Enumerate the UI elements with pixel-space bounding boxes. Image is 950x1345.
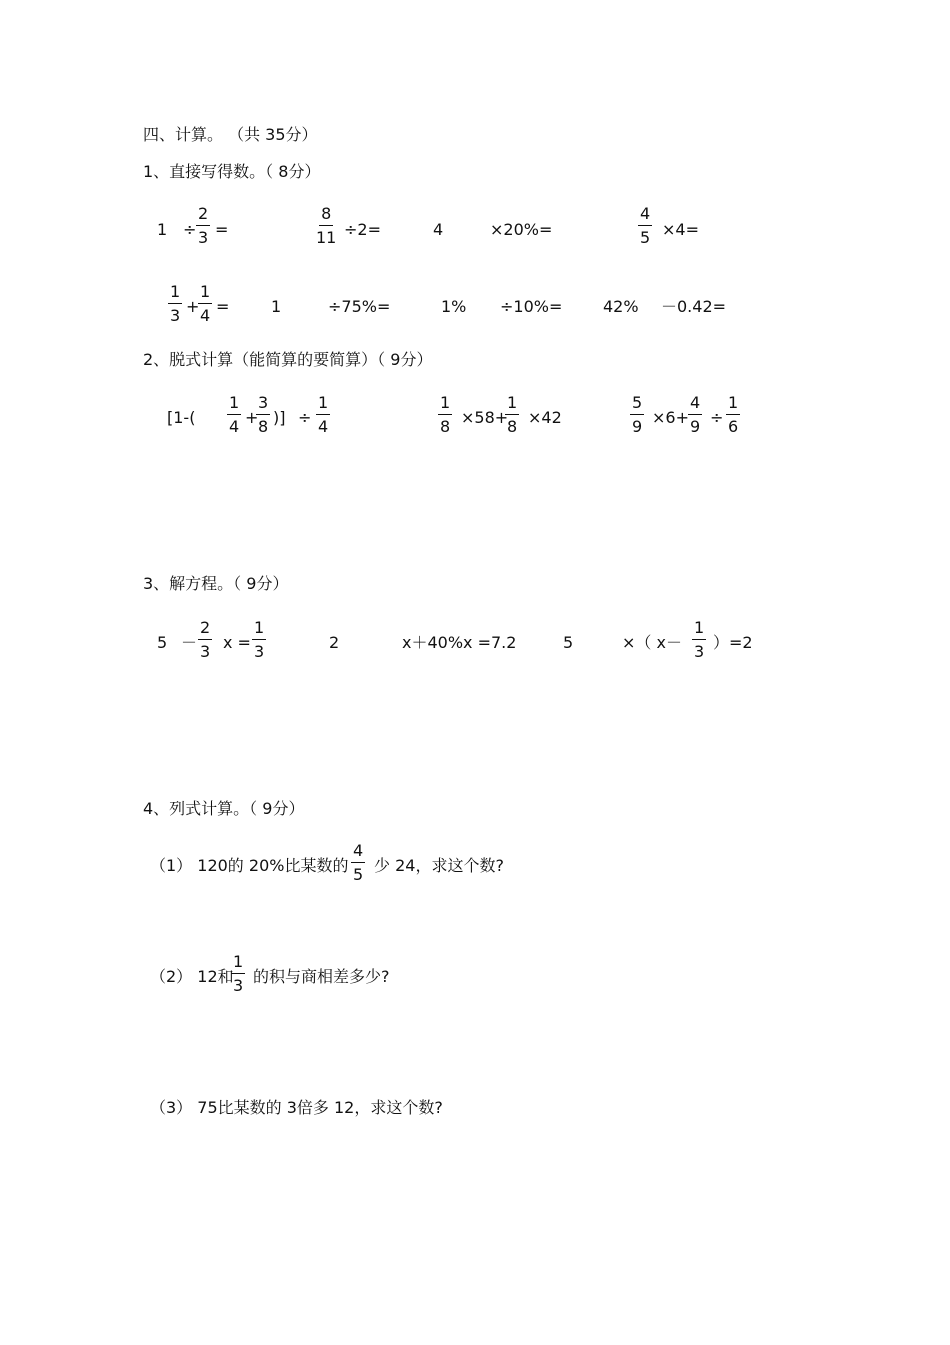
q1h-rest: －0.42= bbox=[661, 297, 727, 316]
q2b-mid: ×58+ bbox=[461, 408, 509, 427]
q4-title: 4、列式计算。（ 9分） bbox=[143, 799, 305, 818]
q4-p2-fraction bbox=[231, 954, 245, 994]
numerator: 1 bbox=[316, 395, 330, 415]
q3a-fraction1 bbox=[198, 620, 212, 660]
q1c-whole: 4 bbox=[433, 220, 444, 239]
numerator: 1 bbox=[692, 620, 706, 640]
q1-title: 1、直接写得数。（ 8分） bbox=[143, 162, 321, 181]
q3c-end: ）=2 bbox=[713, 633, 753, 652]
q2c-op: ÷ bbox=[710, 408, 724, 427]
numerator: 5 bbox=[630, 395, 644, 415]
denominator: 9 bbox=[690, 417, 701, 436]
q3b-rest: x＋40%x =7.2 bbox=[402, 633, 517, 652]
q1h-whole: 42% bbox=[603, 297, 639, 316]
q3a-mid: x = bbox=[223, 633, 251, 652]
q1d-rest: ×4= bbox=[662, 220, 699, 239]
q1f-rest: ÷75%= bbox=[328, 297, 391, 316]
q1a-fraction bbox=[196, 206, 210, 246]
q2b-fraction2 bbox=[505, 395, 519, 435]
numerator: 1 bbox=[198, 284, 212, 304]
q1e-fraction1 bbox=[168, 284, 182, 324]
q1a-eq: = bbox=[215, 220, 229, 239]
q3a-fraction2 bbox=[252, 620, 266, 660]
denominator: 6 bbox=[728, 417, 739, 436]
q1c-rest: ×20%= bbox=[490, 220, 553, 239]
q2c-fraction2 bbox=[688, 395, 702, 435]
denominator: 8 bbox=[440, 417, 451, 436]
numerator: 1 bbox=[227, 395, 241, 415]
q3a-minus: － bbox=[181, 633, 198, 652]
q4-p1-fraction bbox=[351, 843, 365, 883]
denominator: 11 bbox=[316, 228, 337, 247]
denominator: 3 bbox=[694, 642, 705, 661]
q1g-rest: ÷10%= bbox=[500, 297, 563, 316]
q3c-fraction bbox=[692, 620, 706, 660]
numerator: 2 bbox=[196, 206, 210, 226]
numerator: 1 bbox=[726, 395, 740, 415]
q3a-whole: 5 bbox=[157, 633, 168, 652]
q4-p1-post: 少 24，求这个数? bbox=[374, 856, 504, 875]
denominator: 8 bbox=[258, 417, 269, 436]
numerator: 2 bbox=[198, 620, 212, 640]
q1b-rest: ÷2= bbox=[344, 220, 381, 239]
q2c-fraction1 bbox=[630, 395, 644, 435]
q2a-fraction2 bbox=[256, 395, 270, 435]
q2a-open: [1-( bbox=[167, 408, 196, 427]
denominator: 4 bbox=[200, 306, 211, 325]
denominator: 3 bbox=[254, 642, 265, 661]
q3c-whole: 5 bbox=[563, 633, 574, 652]
q1e-fraction2 bbox=[198, 284, 212, 324]
q2-title: 2、脱式计算（能简算的要简算）（ 9分） bbox=[143, 350, 433, 369]
q1g-whole: 1% bbox=[441, 297, 467, 316]
q4-p2-post: 的积与商相差多少? bbox=[253, 967, 390, 986]
q2a-close: )] bbox=[273, 408, 286, 427]
q1b-fraction bbox=[314, 206, 338, 246]
section-title: 四、计算。 （共 35分） bbox=[143, 125, 318, 144]
q4-p2-pre: （2） 12和 bbox=[150, 967, 234, 986]
q1a-whole: 1 bbox=[157, 220, 168, 239]
numerator: 4 bbox=[351, 843, 365, 863]
q2a-plus: + bbox=[245, 408, 259, 427]
numerator: 1 bbox=[505, 395, 519, 415]
denominator: 5 bbox=[353, 865, 364, 884]
numerator: 1 bbox=[168, 284, 182, 304]
denominator: 5 bbox=[640, 228, 651, 247]
q3b-whole: 2 bbox=[329, 633, 340, 652]
numerator: 1 bbox=[252, 620, 266, 640]
denominator: 4 bbox=[229, 417, 240, 436]
numerator: 1 bbox=[231, 954, 245, 974]
numerator: 1 bbox=[438, 395, 452, 415]
denominator: 8 bbox=[507, 417, 518, 436]
denominator: 4 bbox=[318, 417, 329, 436]
denominator: 3 bbox=[198, 228, 209, 247]
numerator: 4 bbox=[638, 206, 652, 226]
q1e-plus: + bbox=[186, 297, 200, 316]
q3-title: 3、解方程。（ 9分） bbox=[143, 574, 289, 593]
q4-p1-pre: （1） 120的 20%比某数的 bbox=[150, 856, 349, 875]
q2c-mid: ×6+ bbox=[652, 408, 689, 427]
denominator: 9 bbox=[632, 417, 643, 436]
q2a-fraction1 bbox=[227, 395, 241, 435]
q1a-op: ÷ bbox=[183, 220, 197, 239]
q2b-fraction1 bbox=[438, 395, 452, 435]
numerator: 3 bbox=[256, 395, 270, 415]
q1d-fraction bbox=[638, 206, 652, 246]
q4-p3: （3） 75比某数的 3倍多 12，求这个数? bbox=[150, 1098, 443, 1117]
q2b-end: ×42 bbox=[528, 408, 562, 427]
q3c-op: ×（ x－ bbox=[622, 633, 682, 652]
q1f-whole: 1 bbox=[271, 297, 282, 316]
denominator: 3 bbox=[233, 976, 244, 995]
q1e-eq: = bbox=[216, 297, 230, 316]
numerator: 8 bbox=[319, 206, 333, 226]
q2a-op: ÷ bbox=[298, 408, 312, 427]
q2c-fraction3 bbox=[726, 395, 740, 435]
denominator: 3 bbox=[170, 306, 181, 325]
q2a-fraction3 bbox=[316, 395, 330, 435]
denominator: 3 bbox=[200, 642, 211, 661]
numerator: 4 bbox=[688, 395, 702, 415]
